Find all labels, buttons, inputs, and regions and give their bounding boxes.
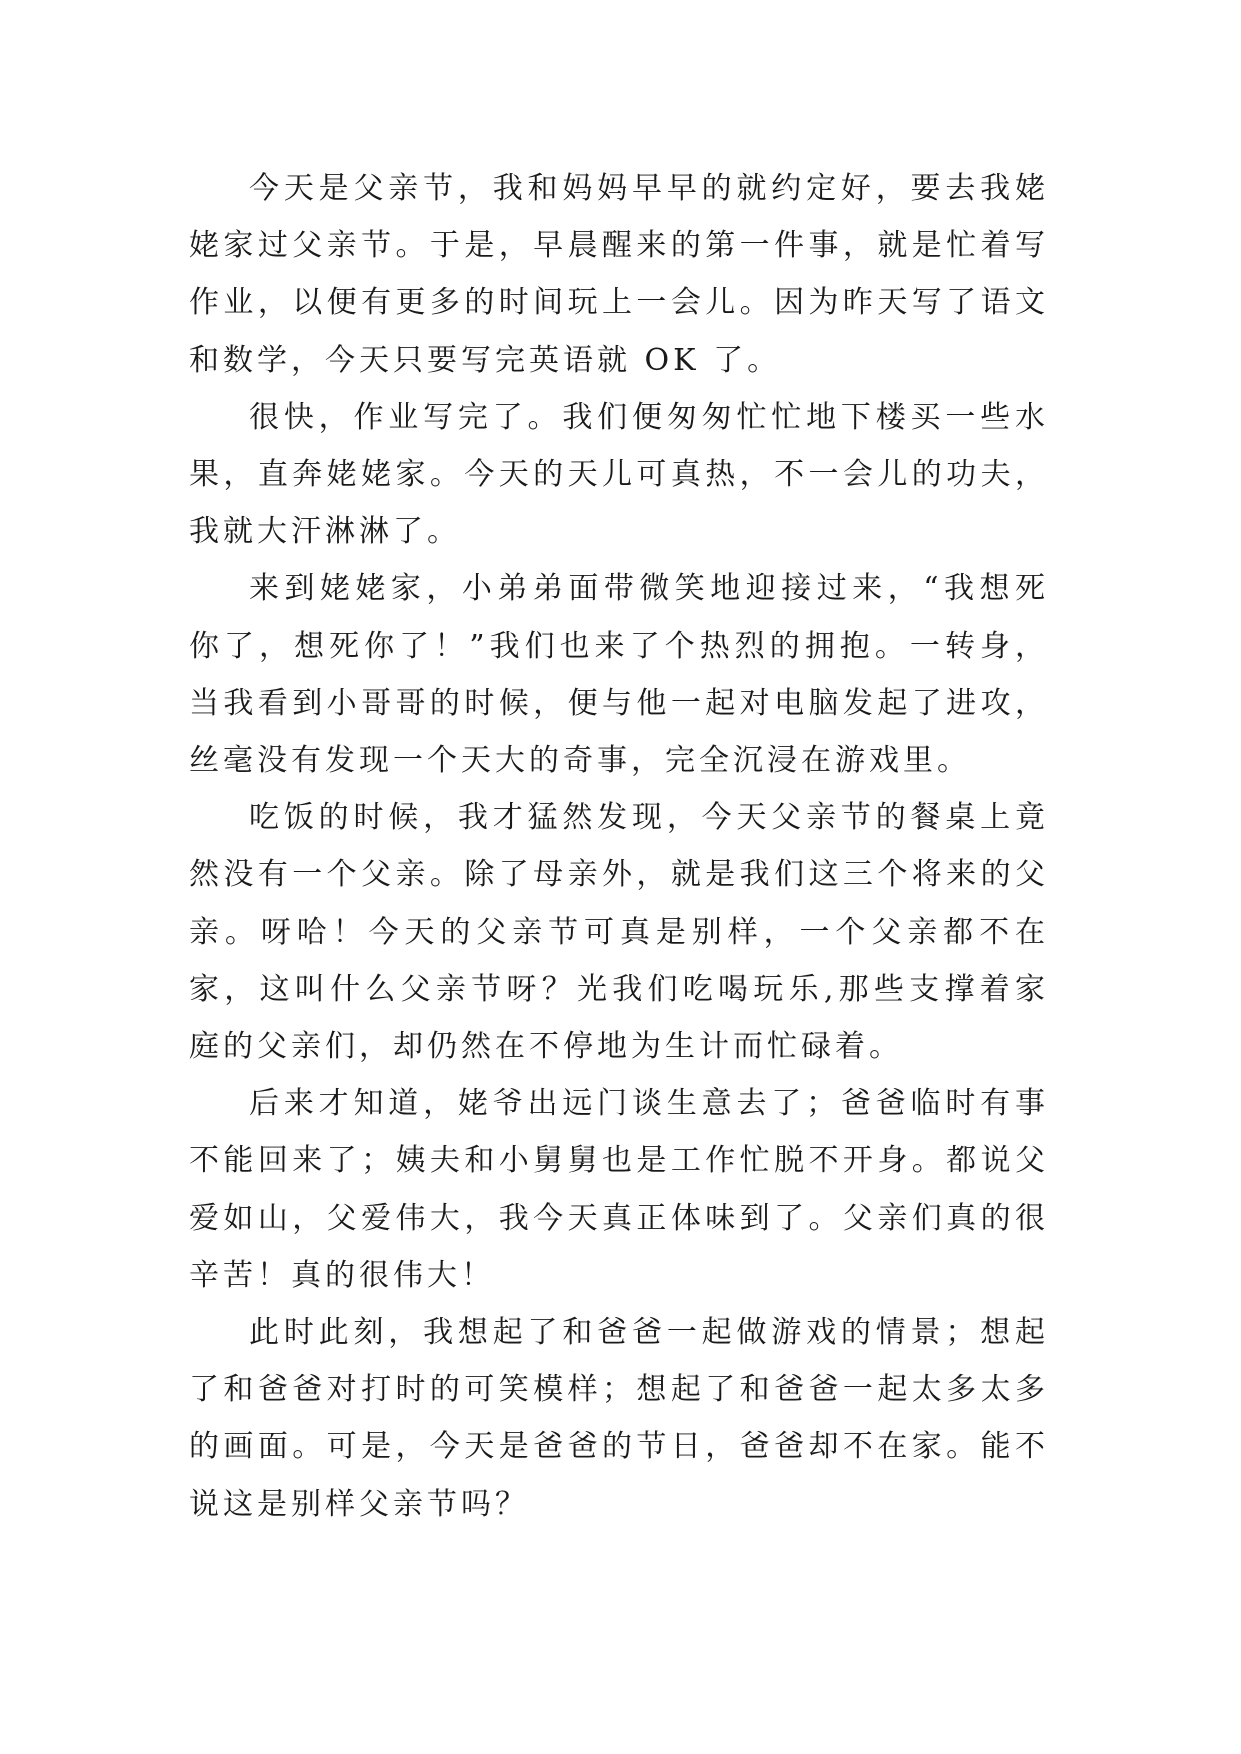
paragraph-4: 吃饭的时候，我才猛然发现，今天父亲节的餐桌上竟然没有一个父亲。除了母亲外，就是我们这三个将来的父亲。呀哈！今天的父亲节可真是别样，一个父亲都不在家，这叫什么父亲节呀？光我们吃喝玩乐,那些支撑着家庭的父亲们，却仍然在不停地为生计而忙碌着。 [189, 800, 1049, 1065]
essay-body [189, 160, 1049, 1533]
paragraph-1: 今天是父亲节，我和妈妈早早的就约定好，要去我姥姥家过父亲节。于是，早晨醒来的第一件事，就是忙着写作业，以便有更多的时间玩上一会儿。因为昨天写了语文和数学，今天只要写完英语就 OK 了。 [189, 171, 1049, 378]
paragraph-5: 后来才知道，姥爷出远门谈生意去了；爸爸临时有事不能回来了；姨夫和小舅舅也是工作忙脱不开身。都说父爱如山，父爱伟大，我今天真正体味到了。父亲们真的很辛苦！真的很伟大！ [189, 1086, 1049, 1293]
paragraph-3: 来到姥姥家，小弟弟面带微笑地迎接过来，“我想死你了，想死你了！”我们也来了个热烈的拥抱。一转身，当我看到小哥哥的时候，便与他一起对电脑发起了进攻，丝毫没有发现一个天大的奇事，完全沉浸在游戏里。 [189, 571, 1049, 779]
paragraph-2: 很快，作业写完了。我们便匆匆忙忙地下楼买一些水果，直奔姥姥家。今天的天儿可真热，不一会儿的功夫，我就大汗淋淋了。 [189, 399, 1049, 550]
paragraph-6: 此时此刻，我想起了和爸爸一起做游戏的情景；想起了和爸爸对打时的可笑模样；想起了和爸爸一起太多太多的画面。可是，今天是爸爸的节日，爸爸却不在家。能不说这是别样父亲节吗？ [189, 1315, 1049, 1522]
